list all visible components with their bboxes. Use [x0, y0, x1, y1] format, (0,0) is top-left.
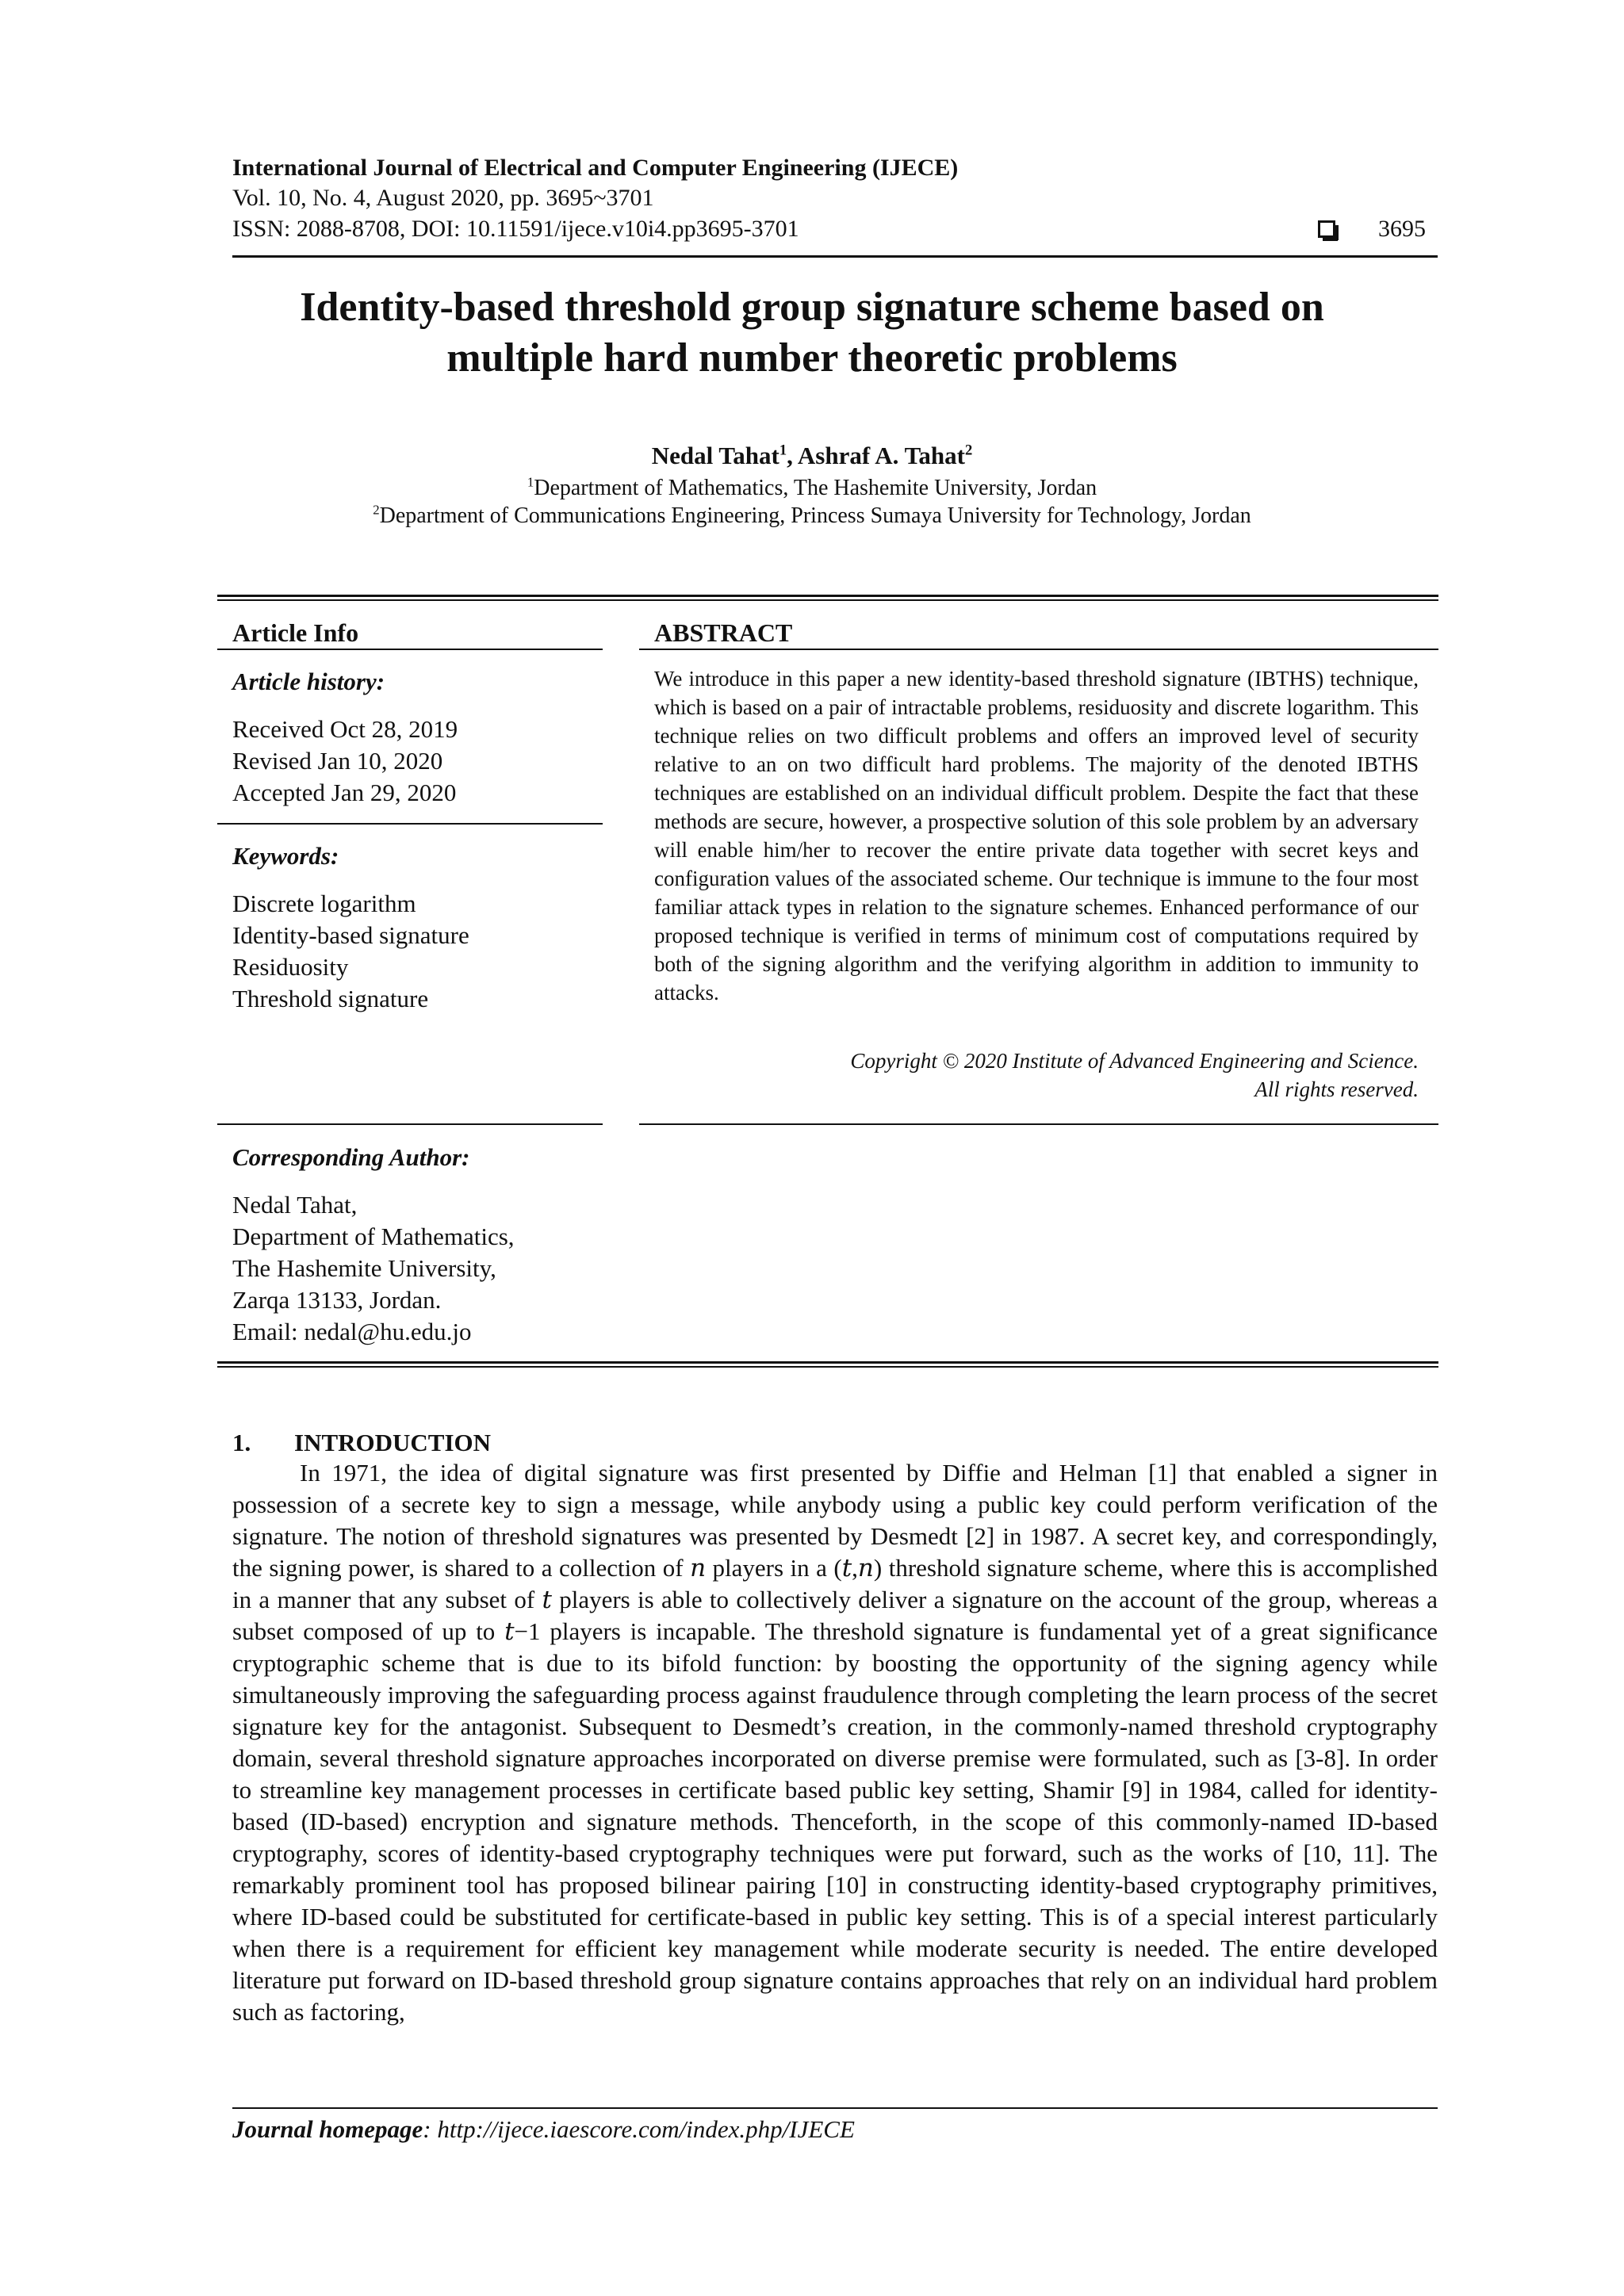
- section-number: 1.: [232, 1429, 251, 1456]
- author-affiliation-marker: 2: [964, 442, 973, 459]
- journal-name: International Journal of Electrical and Computer Engineering (IJECE): [232, 155, 959, 181]
- section-title: INTRODUCTION: [294, 1429, 492, 1456]
- copyright-line: Copyright © 2020 Institute of Advanced Engineering and Science.: [850, 1049, 1419, 1073]
- article-info-divider: [217, 649, 603, 650]
- affiliation-marker: 2: [373, 502, 380, 518]
- abstract-heading: ABSTRACT: [654, 618, 793, 647]
- keywords-heading: Keywords:: [232, 842, 339, 870]
- corresponding-author-line: The Hashemite University,: [232, 1254, 496, 1282]
- keyword-item: Threshold signature: [232, 985, 429, 1012]
- paper-title-line-2: multiple hard number theoretic problems: [446, 335, 1178, 381]
- copyright-line: All rights reserved.: [1254, 1077, 1419, 1101]
- footer-divider: [232, 2107, 1438, 2109]
- author-separator: ,: [787, 442, 798, 469]
- abstract-text: We introduce in this paper a new identity-based threshold signature (IBTHS) technique, which is based on a pair of intractable problems, residuosity and discrete logarithm. This technique relies on two difficult problems and offers an improved level of security relative to an on two difficult hard problems. The majority of the denoted IBTHS techniques are established on an individual difficult problem. Despite the fact that these methods are secure, however, a prospective solution of this sole problem by an adversary will enable him/her to recover the entire private data together with secret keys and configuration values of the associated scheme. Our technique is immune to the four most familiar attack types in relation to the signature schemes. Enhanced performance of our proposed technique is verified in terms of minimum cost of computations required by both of the signing algorithm and the verifying algorithm in addition to immunity to attacks.: [654, 667, 1419, 1004]
- history-item: Received Oct 28, 2019: [232, 715, 458, 743]
- history-item: Accepted Jan 29, 2020: [232, 779, 457, 806]
- keyword-item: Discrete logarithm: [232, 890, 416, 917]
- affiliation-text: Department of Communications Engineering, Princess Sumaya University for Technology, Jordan: [379, 503, 1251, 528]
- corresponding-author-divider: [217, 1123, 603, 1125]
- abstract-divider: [639, 649, 1438, 650]
- keyword-item: Identity-based signature: [232, 921, 469, 949]
- paragraph: In 1971, the idea of digital signature was first presented by Diffie and Helman [1] that enabled a signer in possession of a secrete key to sign a message, while anybody using a public key could perform verification of the signature. The notion of threshold signatures was presented by Desmedt [2] in 1987. A secret key, and correspondingly, the signing power, is shared to a collection of 𝑛 players in a (𝑡,𝑛) threshold signature scheme, where this is accomplished in a manner that any subset of 𝑡 players is able to collectively deliver a signature on the account of the group, whereas a subset composed of up to 𝑡−1 players is incapable. The threshold signature is fundamental yet of a great significance cryptographic scheme that is due to its bifold function: by boosting the opportunity of the signing agency while simultaneously improving the safeguarding process against fraudulence through completing the learn process of the secret signature key for the antagonist. Subsequent to Desmedt’s creation, in the commonly-named threshold cryptography domain, several threshold signature approaches incorporated on diverse premise were formulated, such as [3-8]. In order to streamline key management processes in certificate based public key setting, Shamir [9] in 1984, called for identity-based (ID-based) encryption and signature methods. Thenceforth, in the scope of this commonly-named ID-based cryptography, scores of identity-based cryptography techniques were put forward, such as the works of [10, 11]. The remarkably prominent tool has proposed bilinear pairing [10] in constructing identity-based cryptography primitives, where ID-based could be substituted for certificate-based in public key setting. This is of a special interest particularly when there is a requirement for efficient key management while moderate security is needed. The entire developed literature put forward on ID-based threshold group signature contains approaches that rely on an individual hard problem such as factoring,: [232, 1459, 1438, 2026]
- abstract-bottom-divider: [639, 1123, 1438, 1125]
- journal-homepage-label: Journal homepage: [232, 2115, 423, 2143]
- info-frame-top-rule: [217, 595, 1438, 597]
- article-info-heading: Article Info: [232, 618, 359, 647]
- section-heading-introduction: [232, 1427, 491, 1459]
- paper-title-line-1: Identity-based threshold group signature scheme based on: [300, 285, 1324, 330]
- affiliation-text: Department of Mathematics, The Hashemite University, Jordan: [534, 476, 1097, 500]
- paper-title: [198, 282, 1426, 384]
- corresponding-author-heading: Corresponding Author:: [232, 1143, 470, 1171]
- corresponding-author-line: Nedal Tahat,: [232, 1191, 358, 1219]
- info-frame-top-rule: [217, 599, 1438, 601]
- journal-homepage-link[interactable]: http://ijece.iaescore.com/index.php/IJECE: [437, 2115, 855, 2143]
- article-history-heading: Article history:: [232, 668, 385, 695]
- copyright-notice: [654, 1047, 1419, 1104]
- corresponding-author-line: Department of Mathematics,: [232, 1223, 515, 1250]
- corresponding-author-line: Zarqa 13133, Jordan.: [232, 1286, 442, 1314]
- info-frame-bottom-rule: [217, 1361, 1438, 1364]
- article-history-list: [232, 714, 458, 809]
- keywords-list: [232, 888, 469, 1015]
- affiliation-marker: 1: [527, 474, 534, 490]
- affiliation: [198, 502, 1426, 530]
- journal-volume: Vol. 10, No. 4, August 2020, pp. 3695~3701: [232, 185, 654, 211]
- journal-issn-doi: ISSN: 2088-8708, DOI: 10.11591/ijece.v10i4.pp3695-3701: [232, 216, 799, 242]
- author-affiliation-marker: 1: [779, 442, 787, 459]
- corresponding-author-details: [232, 1189, 515, 1348]
- affiliation: [198, 474, 1426, 503]
- keyword-item: Residuosity: [232, 953, 349, 981]
- corresponding-author-email: Email: nedal@hu.edu.jo: [232, 1318, 472, 1345]
- info-frame-bottom-rule: [217, 1366, 1438, 1368]
- square-bullet-icon: [1318, 220, 1335, 238]
- page-number: 3695: [1378, 216, 1426, 242]
- author-name: Ashraf A. Tahat: [797, 442, 965, 469]
- author-name: Nedal Tahat: [651, 442, 779, 469]
- author-list: [198, 440, 1426, 472]
- introduction-body: [232, 1457, 1438, 2028]
- journal-homepage-colon: :: [423, 2115, 438, 2143]
- keywords-divider: [217, 823, 603, 825]
- journal-homepage: [232, 2114, 855, 2145]
- history-item: Revised Jan 10, 2020: [232, 747, 443, 775]
- header-divider: [232, 255, 1438, 258]
